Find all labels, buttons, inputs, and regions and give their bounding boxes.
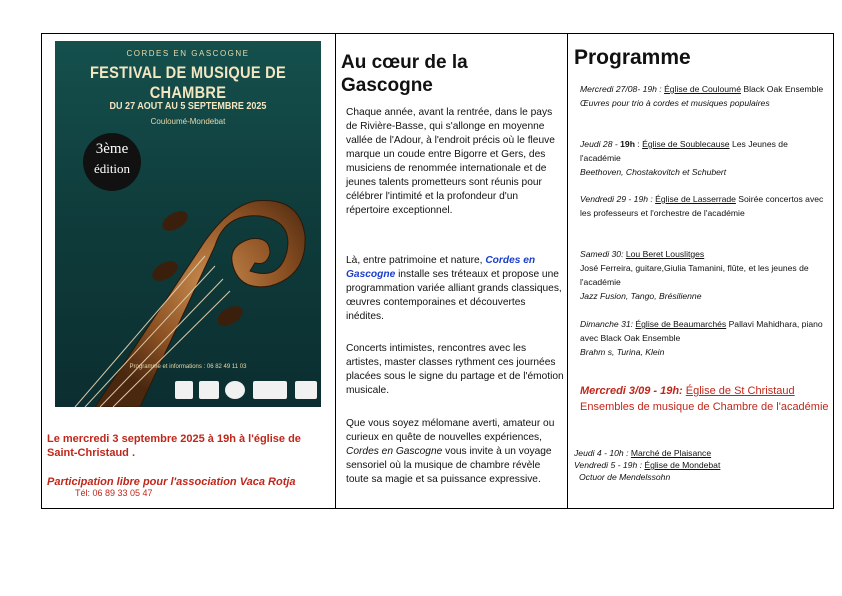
event-performers: José Ferreira, guitare,Giulia Tamanini, flûte, et les jeunes de l'académie [580,263,809,287]
event-venue: Église de Soublecause [642,139,730,149]
programme-event [580,317,830,359]
poster-place: Couloumé-Mondebat [150,117,226,126]
event-performers: Black Oak Ensemble [741,84,824,94]
contact-phone: Tél: 06 89 33 05 47 [75,488,153,498]
event-venue: Lou Beret Louslitges [625,249,705,259]
event-venue: Église de Beaumarchés [635,319,727,329]
event-date: Jeudi 28 - [580,139,621,149]
event-time: 19h [620,139,635,149]
programme-event [580,82,830,110]
programme-title: Programme [574,46,691,69]
association-note: Participation libre pour l'association Vaca Rotja [47,476,296,488]
column-divider [335,34,336,508]
intro-paragraph: Chaque année, avant la rentrée, dans le pays de Rivière-Basse, qui s'allonge en moyenne vallée de l'Adour, à l'endroit précis où le fleuve marque un coude entre Bigorre et Gers, des musiciens de renommée internationale et de jeunes talents prometteurs sont réunis pour célébrer l'intimité et la profondeur d'un répertoire exceptionnel. [346,107,555,216]
sponsor-logo [253,381,287,399]
event-performers: Ensembles de musique de Chambre de l'académie [580,401,829,413]
event-venue: Église de Couloumé [664,84,741,94]
edition-word: édition [93,161,131,176]
brochure-frame [41,33,834,509]
poster-brand: CORDES EN GASCOGNE [126,49,250,58]
intro-paragraph-2 [346,254,564,324]
event-venue: Église de Lasserrade [655,194,736,204]
event-date: Dimanche 31: [580,319,634,329]
event-works: Octuor de Mendelssohn [579,472,671,482]
programme-event: Jeudi 28 - 19h : Église de Soublecause Les Jeunes de l'académie Beethoven, Chostakovitch et Schubert [580,139,788,177]
sponsor-logos [175,381,321,403]
sponsor-logo [225,381,245,399]
event-performers: Soirée concertos avec les professeurs et l'orchestre de l'académie [580,194,824,218]
cello-scroll-illustration [55,41,321,407]
event-date: Mercredi 3/09 - 19h: [580,385,683,397]
sponsor-logo [199,381,219,399]
festival-name: Cordes en Gascogne [346,446,443,457]
event-performers: Pallavi Mahidhara, piano [726,319,823,329]
festival-poster [55,41,321,407]
edition-number: 3ème [95,141,129,157]
event-works: Brahm s, Turina, Klein [580,347,665,357]
sponsor-logo [295,381,317,399]
event-performers: avec Black Oak Ensemble [580,333,681,343]
programme-event [574,447,824,483]
event-works: Œuvres pour trio à cordes et musiques populaires [580,98,770,108]
event-venue: Marché de Plaisance [630,448,712,458]
text-run: Que vous soyez mélomane averti, amateur ou curieux en quête de nouvelles expériences, [346,418,555,443]
event-date: Vendredi 29 - 19h : [580,194,653,204]
event-date: Mercredi 27/08- 19h : [580,84,662,94]
text-run: installe ses tréteaux et propose une programmation variée alliant grands classiques, œuvres contemporaines et découvertes inédites. [346,269,562,322]
poster-title: FESTIVAL DE MUSIQUE DE CHAMBRE [89,63,287,102]
event-performers: Les Jeunes de l'académie [580,139,788,163]
intro-paragraph-3: Concerts intimistes, rencontres avec les artistes, master classes rythment ces journées placées sous le signe du partage et de l'émotion musicale. [346,343,564,396]
programme-event [580,247,830,303]
event-date: Vendredi 5 - 19h : [574,460,642,470]
intro-paragraph-4 [346,417,564,487]
section-title: Au cœur de la Gascogne [341,52,468,96]
programme-event-highlight [580,383,830,415]
event-venue: Église de St Christaud [685,385,795,397]
event-date: Jeudi 4 - 10h : [574,448,629,458]
festival-name: Cordes en Gascogne [346,255,536,280]
event-works: Jazz Fusion, Tango, Brésilienne [580,291,702,301]
poster-dates: DU 27 AOUT AU 5 SEPTEMBRE 2025 [109,101,267,112]
poster-info: Programme et informations : 06 82 49 11 03 [129,364,247,370]
event-works: Beethoven, Chostakovitch et Schubert [580,167,727,177]
sponsor-logo [175,381,193,399]
event-announcement: Le mercredi 3 septembre 2025 à 19h à l'église de Saint-Christaud . [47,433,301,459]
programme-event [580,192,830,220]
text-run: Là, entre patrimoine et nature, [346,255,486,266]
event-date: Samedi 30: [580,249,624,259]
text-run: vous invite à un voyage sensoriel où la musique de chambre révèle toute sa magie et sa puissance expressive. [346,446,552,485]
event-venue: Église de Mondebat [644,460,721,470]
column-divider [567,34,568,508]
